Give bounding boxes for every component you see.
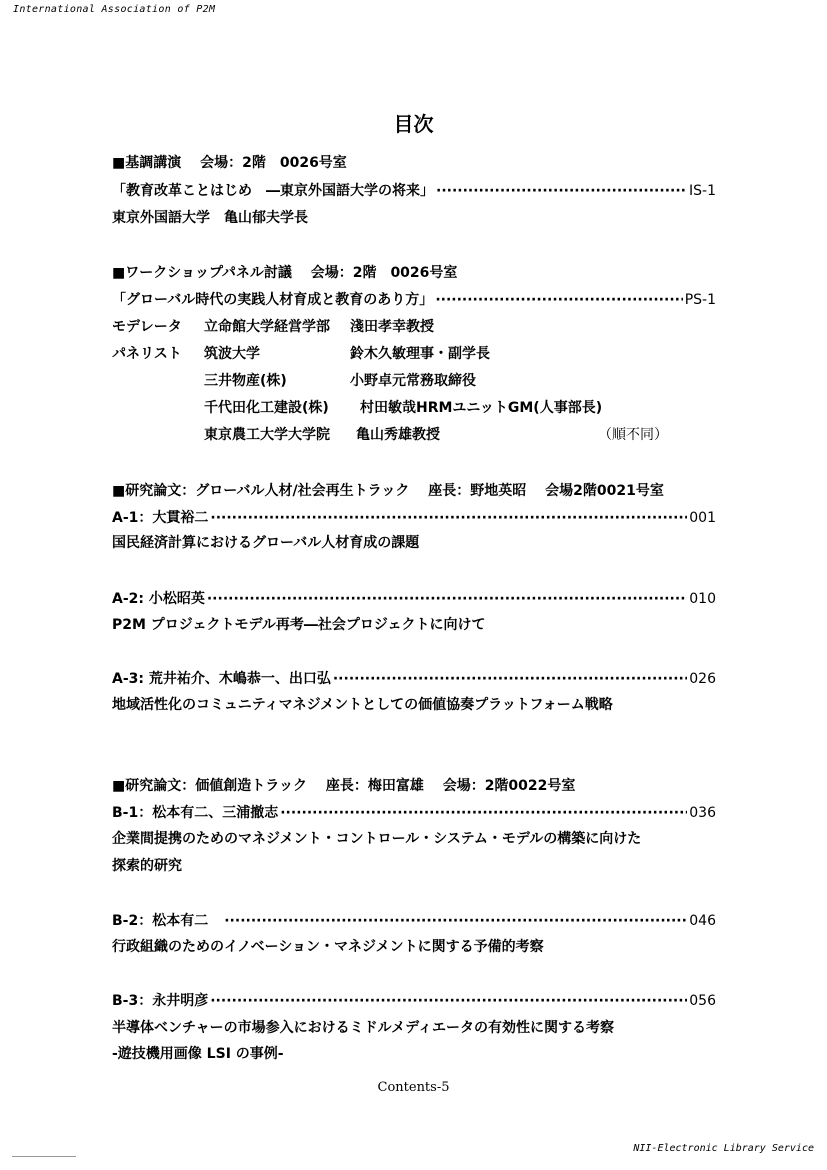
keynote-entry	[112, 180, 716, 200]
paper-title: 半導体ベンチャーの市場参入におけるミドルメディエータの有効性に関する考察	[112, 1020, 615, 1036]
footer-rule	[12, 1156, 76, 1157]
panelist-label: パネリスト	[112, 346, 182, 362]
page-title: 目次	[393, 112, 434, 136]
paper-title: 地域活性化のコミュニティマネジメントとしての価値協奏プラットフォーム戦略	[112, 697, 613, 713]
keynote-entry-page: IS-1	[689, 183, 716, 199]
paper-page: 046	[689, 913, 716, 929]
paper-entry	[112, 802, 716, 822]
workshop-entry	[112, 289, 716, 309]
moderator-org: 立命館大学経営学部	[204, 319, 330, 335]
dot-leader	[207, 591, 687, 607]
paper-id-author: B-2：松本有二	[112, 913, 209, 929]
dot-leader	[333, 671, 687, 687]
paper-entry	[112, 507, 716, 527]
paper-title: 行政組織のためのイノベーション・マネジメントに関する予備的考察	[112, 939, 544, 955]
panelist-name: 亀山秀雄教授	[356, 427, 440, 443]
order-note: （順不同）	[598, 427, 668, 443]
paper-id-author: A-1：大貫裕二	[112, 510, 209, 526]
dot-leader	[280, 805, 687, 821]
track-b-heading: ■研究論文：価値創造トラック 座長：梅田富雄 会場：2階0022号室	[112, 778, 576, 794]
paper-title-continued: 探索的研究	[112, 858, 182, 874]
paper-page: 010	[689, 591, 716, 607]
paper-entry	[112, 910, 716, 930]
workshop-entry-page: PS-1	[684, 292, 716, 308]
moderator-name: 淺田孝幸教授	[350, 319, 434, 335]
dot-leader	[210, 510, 687, 526]
paper-id-author: A-3: 荒井祐介、木嶋恭一、出口弘	[112, 671, 331, 687]
keynote-speaker: 東京外国語大学 亀山郁夫学長	[112, 210, 308, 226]
workshop-heading: ■ワークショップパネル討議 会場：2階 0026号室	[112, 265, 458, 281]
paper-title-continued: -遊技機用画像 LSI の事例-	[112, 1046, 284, 1062]
moderator-label: モデレータ	[112, 319, 182, 335]
paper-title: P2M プロジェクトモデル再考―社会プロジェクトに向けて	[112, 617, 486, 633]
paper-id-author: B-3：永井明彦	[112, 993, 209, 1009]
panelist-org: 東京農工大学大学院	[204, 427, 330, 443]
paper-page: 026	[689, 671, 716, 687]
panelist-name: 鈴木久敏理事・副学長	[350, 346, 490, 362]
panelist-org: 三井物産(株)	[204, 373, 287, 389]
paper-title: 企業間提携のためのマネジメント・コントロール・システム・モデルの構築に向けた	[112, 831, 642, 847]
paper-page: 001	[689, 510, 716, 526]
paper-page: 056	[689, 993, 716, 1009]
dot-leader	[435, 292, 682, 308]
paper-entry	[112, 668, 716, 688]
dot-leader	[210, 993, 687, 1009]
panelist-org: 筑波大学	[204, 346, 260, 362]
panelist-name: 小野卓元常務取締役	[350, 373, 476, 389]
panelist-org: 千代田化工建設(株)	[204, 400, 329, 416]
paper-entry	[112, 588, 716, 608]
track-a-heading: ■研究論文：グローバル人材/社会再生トラック 座長：野地英昭 会場2階0021号室	[112, 483, 664, 499]
paper-id-author: A-2: 小松昭英	[112, 591, 205, 607]
panelist-name: 村田敏哉HRMユニットGM(人事部長)	[360, 400, 603, 416]
dot-leader	[224, 913, 687, 929]
paper-entry	[112, 990, 716, 1010]
paper-title: 国民経済計算におけるグローバル人材育成の課題	[112, 535, 420, 551]
paper-page: 036	[689, 805, 716, 821]
page-number: Contents-5	[377, 1080, 450, 1095]
header-org: International Association of P2M	[13, 4, 216, 15]
keynote-entry-title: 「教育改革ことはじめ ―東京外国語大学の将来」	[112, 183, 434, 199]
library-service-label: NII-Electronic Library Service	[633, 1143, 814, 1154]
paper-id-author: B-1：松本有二、三浦撤志	[112, 805, 279, 821]
workshop-entry-title: 「グローバル時代の実践人材育成と教育のあり方」	[112, 292, 434, 308]
dot-leader	[436, 183, 687, 199]
keynote-heading: ■基調講演 会場：2階 0026号室	[112, 155, 347, 171]
